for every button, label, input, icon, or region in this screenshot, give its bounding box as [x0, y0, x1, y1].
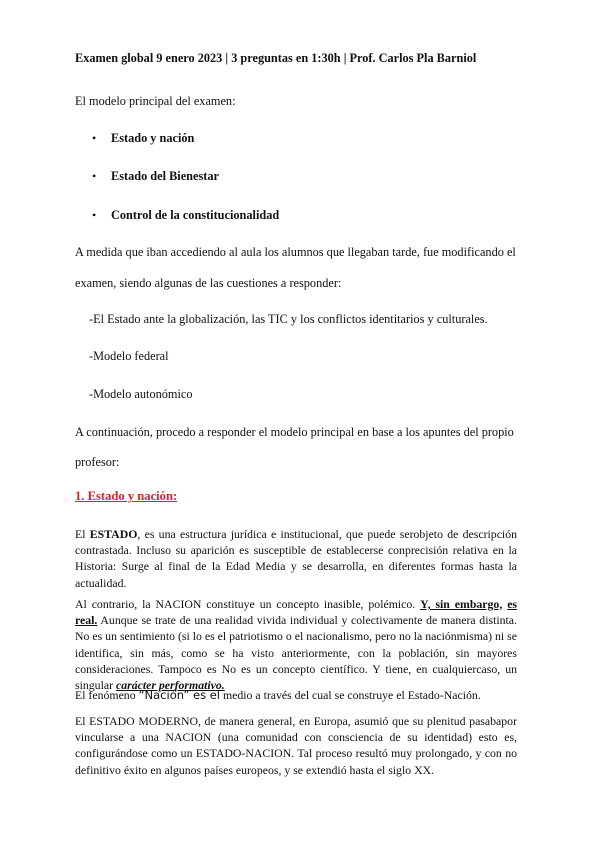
question-item: -El Estado ante la globalización, las TIC y los conflictos identitarios y culturales.: [89, 312, 488, 326]
bullet-icon: •: [92, 131, 97, 145]
p2-underline-3: carácter performativo.: [115, 678, 225, 693]
p3-rest: medio a través del cual se construye el Estado-Nación.: [220, 688, 481, 702]
p2-underline-1: Y, sin embargo,: [420, 597, 503, 611]
p1-bold: ESTADO: [89, 527, 138, 541]
bullet-icon: •: [92, 169, 97, 183]
bullet-icon: •: [92, 208, 97, 222]
continuation-line-1: A continuación, procedo a responder el modelo principal en base a los apuntes del propio: [75, 425, 514, 439]
p1-pre: El: [75, 527, 90, 541]
p2-pre: Al contrario, la NACION constituye un concepto inasible, polémico.: [75, 597, 421, 611]
late-para-line-2: examen, siendo algunas de las cuestiones a responder:: [75, 276, 342, 290]
paragraph-nacion: [75, 596, 517, 693]
p2-mid: Aunque se trate de una realidad vivida individual y colectivamente de manera distinta. No es un sentimiento (si lo es el patriotismo o el nacionalismo, pero no la naciónmisma) ni se identifica, sin más, como se ha visto anteriormente, con la población, sin mayores consideraciones. Tampoco es No es un concepto científico. Y tiene, en cualquiercaso, un singular: [75, 613, 517, 693]
p1-rest: , es una estructura jurídica e institucional, que puede serobjeto de descripción contrastada. Incluso su aparición es susceptible de establecerse conprecisión relativa en la Historia: Surge al final de la Edad Media y se desarrolla, en diferentes formas hasta la actualidad.: [75, 527, 518, 590]
paragraph-estado: [75, 526, 517, 591]
paragraph-fenomeno: [75, 687, 517, 703]
continuation-line-2: profesor:: [75, 455, 120, 469]
p3-pre: El fenómeno: [75, 688, 139, 702]
intro-text: El modelo principal del examen:: [75, 94, 236, 108]
section-title: 1. Estado y nación:: [75, 489, 178, 503]
question-item: -Modelo autonómico: [89, 387, 193, 401]
page-header: Examen global 9 enero 2023 | 3 preguntas en 1:30h | Prof. Carlos Pla Barniol: [75, 51, 477, 65]
paragraph-estado-moderno: [75, 713, 517, 778]
bullet-item: Estado del Bienestar: [111, 169, 219, 183]
question-item: -Modelo federal: [89, 349, 169, 363]
bullet-item: Estado y nación: [111, 131, 195, 145]
late-para-line-1: A medida que iban accediendo al aula los alumnos que llegaban tarde, fue modificando el: [75, 245, 516, 259]
p4-text: El ESTADO MODERNO, de manera general, en Europa, asumió que su plenitud pasabapor vincularse a una NACION (una comunidad con consciencia de su identidad) esto es, configurándose como un ESTADO-NACION. Tal proceso resultó muy prolongado, y con no definitivo éxito en algunos países europeos, y se extendió hasta el siglo XX.: [75, 714, 517, 777]
p3-sans: “Nación” es el: [138, 688, 220, 702]
bullet-item: Control de la constitucionalidad: [111, 208, 280, 222]
p2-underline-2: es real.: [75, 597, 518, 628]
